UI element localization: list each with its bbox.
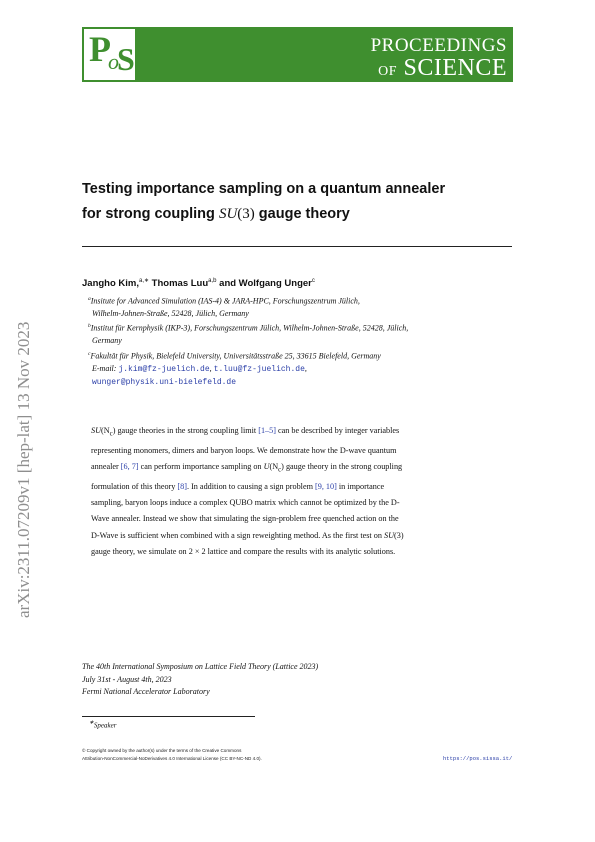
author-1: Jangho Kim, bbox=[82, 278, 140, 290]
abstract-line-6: Wave annealer. Instead we show that simulating the sign-problem free quenched action on the bbox=[91, 514, 399, 524]
title-line-1: Testing importance sampling on a quantum annealer bbox=[82, 181, 446, 197]
email-link-3[interactable]: wunger@physik.uni-bielefeld.de bbox=[92, 377, 237, 387]
paper-title bbox=[82, 177, 522, 227]
abs-paren: (N bbox=[269, 462, 279, 472]
banner-science: SCIENCE bbox=[403, 55, 507, 81]
title-line-2 bbox=[82, 202, 522, 227]
abs-text: in importance bbox=[336, 481, 385, 491]
title-math-su: SU bbox=[218, 206, 238, 222]
banner-of: OF bbox=[378, 64, 397, 79]
footnote-text: Speaker bbox=[93, 721, 117, 730]
title-line2-post: gauge theory bbox=[254, 206, 350, 222]
abstract-line-1 bbox=[91, 423, 504, 443]
author-1-sup: a,∗ bbox=[139, 278, 150, 284]
copyright-line-1: © Copyright owned by the author(s) under the terms of the Creative Commons bbox=[82, 748, 242, 753]
conference-venue: Fermi National Accelerator Laboratory bbox=[82, 687, 210, 696]
abstract-line-3 bbox=[91, 459, 504, 479]
author-3: and Wolfgang Unger bbox=[216, 278, 312, 290]
footnote bbox=[89, 720, 116, 729]
abs-su: SU bbox=[91, 426, 102, 435]
pos-header-banner bbox=[82, 27, 513, 82]
affiliation-c-sup: c bbox=[88, 351, 91, 357]
conference-info bbox=[82, 661, 318, 699]
abs-text: formulation of this theory bbox=[91, 481, 178, 491]
affiliation-c-line1: Fakultät für Physik, Bielefeld University, Universitätsstraße 25, 33615 Bielefeld, Germany bbox=[90, 351, 381, 361]
logo-letter-p: P bbox=[89, 29, 111, 69]
email-link-2[interactable]: t.luu@fz-juelich.de bbox=[213, 364, 305, 374]
abs-text: ) gauge theory in the strong coupling bbox=[281, 462, 403, 472]
pos-url-link[interactable]: https://pos.sissa.it/ bbox=[443, 755, 513, 762]
copyright-line-2: Attribution-NonCommercial-NoDerivatives 4.0 International License (CC BY-NC-ND 4.0). bbox=[82, 756, 262, 761]
email-link-1[interactable]: j.kim@fz-juelich.de bbox=[118, 364, 210, 374]
logo-letter-s: S bbox=[117, 41, 135, 77]
citation-link[interactable]: [9, 10] bbox=[315, 481, 337, 491]
affiliation-a-sup: a bbox=[88, 296, 91, 302]
email-line: E-mail: j.kim@fz-juelich.de, t.luu@fz-juelich.de, bbox=[92, 363, 307, 374]
abs-sub-c: c bbox=[278, 466, 282, 474]
footnote-divider bbox=[82, 716, 255, 717]
citation-link[interactable]: [6, 7] bbox=[120, 462, 139, 472]
banner-proceedings: PROCEEDINGS bbox=[370, 35, 507, 56]
abs-text: D-Wave is sufficient when combined with a sign reweighting method. As the first test on bbox=[91, 530, 384, 540]
affiliation-b-line2: Germany bbox=[92, 335, 122, 345]
abs-text: . In addition to causing a sign problem bbox=[186, 481, 315, 491]
affiliation-a-line1: Insitute for Advanced Simulation (IAS-4) & JARA-HPC, Forschungszentrum Jülich, bbox=[90, 296, 360, 306]
title-divider bbox=[82, 246, 512, 247]
arxiv-stamp: arXiv:2311.07209v1 [hep-lat] 13 Nov 2023 bbox=[14, 321, 33, 618]
copyright-notice bbox=[82, 747, 262, 763]
affiliation-a-line2: Wilhelm-Johnen-Straße, 52428, Jülich, Germany bbox=[92, 308, 249, 318]
logo-letter-o: o bbox=[108, 49, 119, 74]
banner-of-science bbox=[378, 55, 507, 82]
abstract-line-4 bbox=[91, 479, 504, 495]
abs-u: U bbox=[263, 462, 270, 472]
affiliation-b bbox=[88, 320, 508, 347]
abs-text: can be described by integer variables bbox=[275, 426, 400, 435]
abs-text: ) gauge theories in the strong coupling limit bbox=[112, 426, 259, 435]
citation-link[interactable]: [1–5] bbox=[258, 426, 276, 435]
abstract-line-2: representing monomers, dimers and baryon loops. We demonstrate how the D-wave quantum bbox=[91, 445, 397, 455]
affiliation-c bbox=[88, 348, 508, 389]
abstract-line-5: sampling, baryon loops induce a complex QUBO matrix which cannot be optimized by the D- bbox=[91, 498, 400, 508]
affiliation-b-sup: b bbox=[88, 323, 91, 329]
abs-text: can perform importance sampling on bbox=[138, 462, 264, 472]
affiliation-b-line1: Institut für Kernphysik (IKP-3), Forschungszentrum Jülich, Wilhelm-Johnen-Straße, 52428, Jülich, bbox=[90, 323, 409, 333]
author-3-sup: c bbox=[311, 278, 315, 284]
email-label: E-mail: bbox=[92, 363, 119, 373]
title-line2-pre: for strong coupling bbox=[82, 206, 219, 222]
abstract-line-7 bbox=[91, 528, 504, 544]
abstract-line-8: gauge theory, we simulate on 2 × 2 lattice and compare the results with its analytic solutions. bbox=[91, 546, 396, 556]
abs-sub-c: c bbox=[109, 430, 113, 438]
abs-num: (3) bbox=[394, 530, 404, 540]
abs-su: SU bbox=[383, 530, 394, 540]
footnote-mark: ∗ bbox=[89, 720, 94, 726]
abstract bbox=[91, 423, 504, 560]
author-2: Thomas Luu bbox=[149, 278, 209, 290]
affiliation-a bbox=[88, 293, 508, 320]
title-math-num: (3) bbox=[237, 206, 255, 222]
abs-text: annealer bbox=[91, 462, 121, 472]
conference-name: The 40th International Symposium on Lattice Field Theory (Lattice 2023) bbox=[82, 662, 319, 671]
conference-dates: July 31st - August 4th, 2023 bbox=[82, 674, 172, 684]
pos-logo bbox=[82, 27, 137, 82]
abs-paren: (N bbox=[101, 426, 110, 435]
citation-link[interactable]: [8] bbox=[177, 481, 187, 491]
author-2-sup: a,b bbox=[208, 278, 217, 284]
author-list bbox=[82, 277, 315, 289]
